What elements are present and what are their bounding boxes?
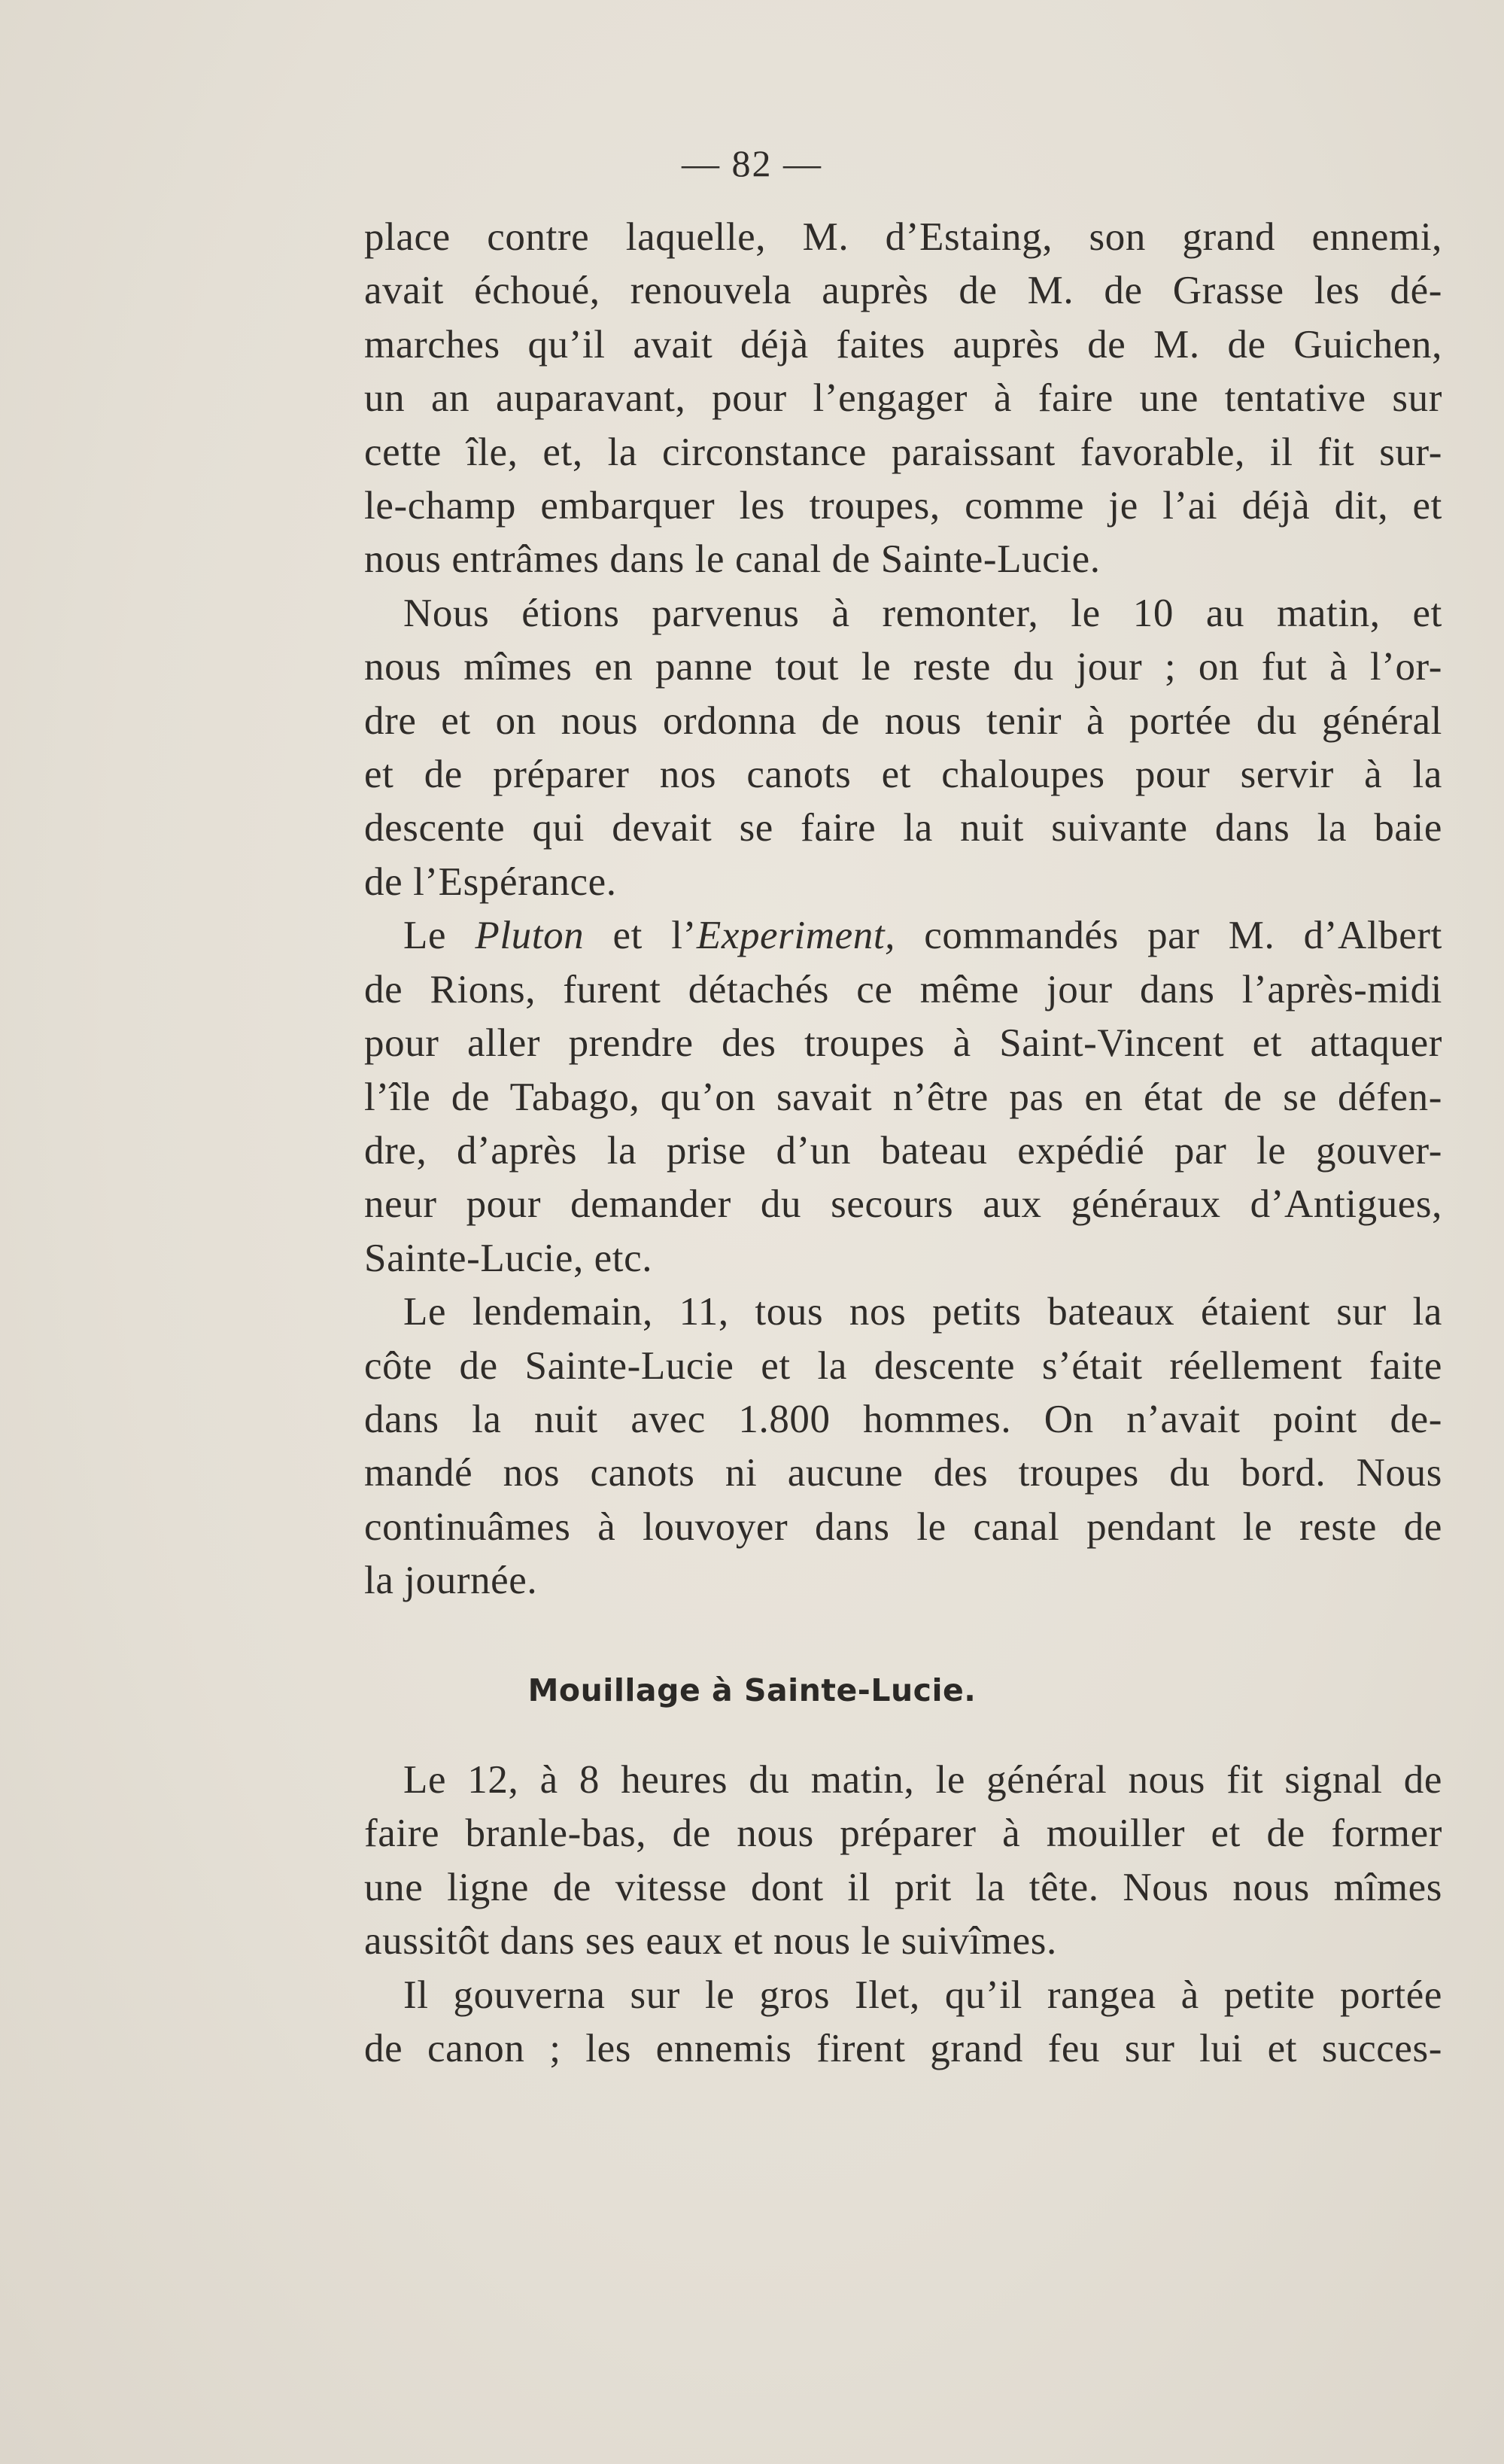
text-fragment: et l’ (584, 914, 697, 958)
text-line: faire branle-bas, de nous préparer à mouiller et de former (364, 1811, 1442, 1856)
text-line: pour aller prendre des troupes à Saint-Vincent et attaquer (364, 1021, 1442, 1066)
text-line: cette île, et, la circonstance paraissant favorable, il fit sur- (364, 430, 1442, 474)
text-line: de l’Espérance. (364, 859, 617, 904)
text-fragment: Le (403, 914, 476, 958)
text-line: de Rions, furent détachés ce même jour dans l’après-midi (364, 967, 1442, 1011)
text-line: descente qui devait se faire la nuit suivante dans la baie (364, 806, 1442, 850)
text-line: place contre laquelle, M. d’Estaing, son grand ennemi, (364, 215, 1442, 259)
text-line: nous entrâmes dans le canal de Sainte-Lucie. (364, 537, 1101, 582)
text-line: l’île de Tabago, qu’on savait n’être pas en état de se défen- (364, 1075, 1442, 1119)
text-line: Le 12, à 8 heures du matin, le général nous fit signal de (403, 1758, 1442, 1802)
text-line: le-champ embarquer les troupes, comme je l’ai déjà dit, et (364, 484, 1442, 528)
text-line: dre et on nous ordonna de nous tenir à portée du général (364, 698, 1442, 743)
body-text-top (364, 211, 1442, 1608)
body-text-bottom (364, 1754, 1442, 2076)
text-line: Le lendemain, 11, tous nos petits bateaux étaient sur la (403, 1290, 1442, 1334)
text-line: Sainte-Lucie, etc. (364, 1236, 653, 1280)
ship-name-pluton: Pluton (475, 914, 585, 958)
text-line: mandé nos canots ni aucune des troupes du bord. Nous (364, 1451, 1442, 1495)
text-line: la journée. (364, 1559, 538, 1603)
text-line: marches qu’il avait déjà faites auprès de M. de Guichen, (364, 322, 1442, 367)
text-line: un an auparavant, pour l’engager à faire une tentative sur (364, 376, 1442, 421)
text-line: Nous étions parvenus à remonter, le 10 au matin, et (403, 591, 1442, 635)
text-line: de canon ; les ennemis firent grand feu sur lui et succes- (364, 2027, 1442, 2071)
text-line: dre, d’après la prise d’un bateau expédié par le gouver- (364, 1128, 1442, 1173)
text-line: avait échoué, renouvela auprès de M. de Grasse les dé- (364, 269, 1442, 313)
text-line: nous mîmes en panne tout le reste du jour ; on fut à l’or- (364, 645, 1442, 689)
text-line: continuâmes à louvoyer dans le canal pendant le reste de (364, 1504, 1442, 1549)
text-line: une ligne de vitesse dont il prit la tête. Nous nous mîmes (364, 1865, 1442, 1909)
text-line: et de préparer nos canots et chaloupes pour servir à la (364, 753, 1442, 797)
text-fragment: commandés par M. d’Albert (895, 914, 1442, 958)
text-line: côte de Sainte-Lucie et la descente s’était réellement faite (364, 1343, 1442, 1388)
text-line-with-ship-names (364, 909, 1442, 963)
section-heading: Mouillage à Sainte-Lucie. (527, 1672, 977, 1708)
page-number: — 82 — (682, 142, 822, 184)
text-line: aussitôt dans ses eaux et nous le suivîmes. (364, 1919, 1057, 1964)
text-line: neur pour demander du secours aux généraux d’Antigues, (364, 1182, 1442, 1227)
ship-name-experiment: Experiment, (696, 914, 895, 958)
text-line: dans la nuit avec 1.800 hommes. On n’avait point de- (364, 1397, 1442, 1441)
text-line: Il gouverna sur le gros Ilet, qu’il rangea à petite portée (403, 1973, 1442, 2017)
